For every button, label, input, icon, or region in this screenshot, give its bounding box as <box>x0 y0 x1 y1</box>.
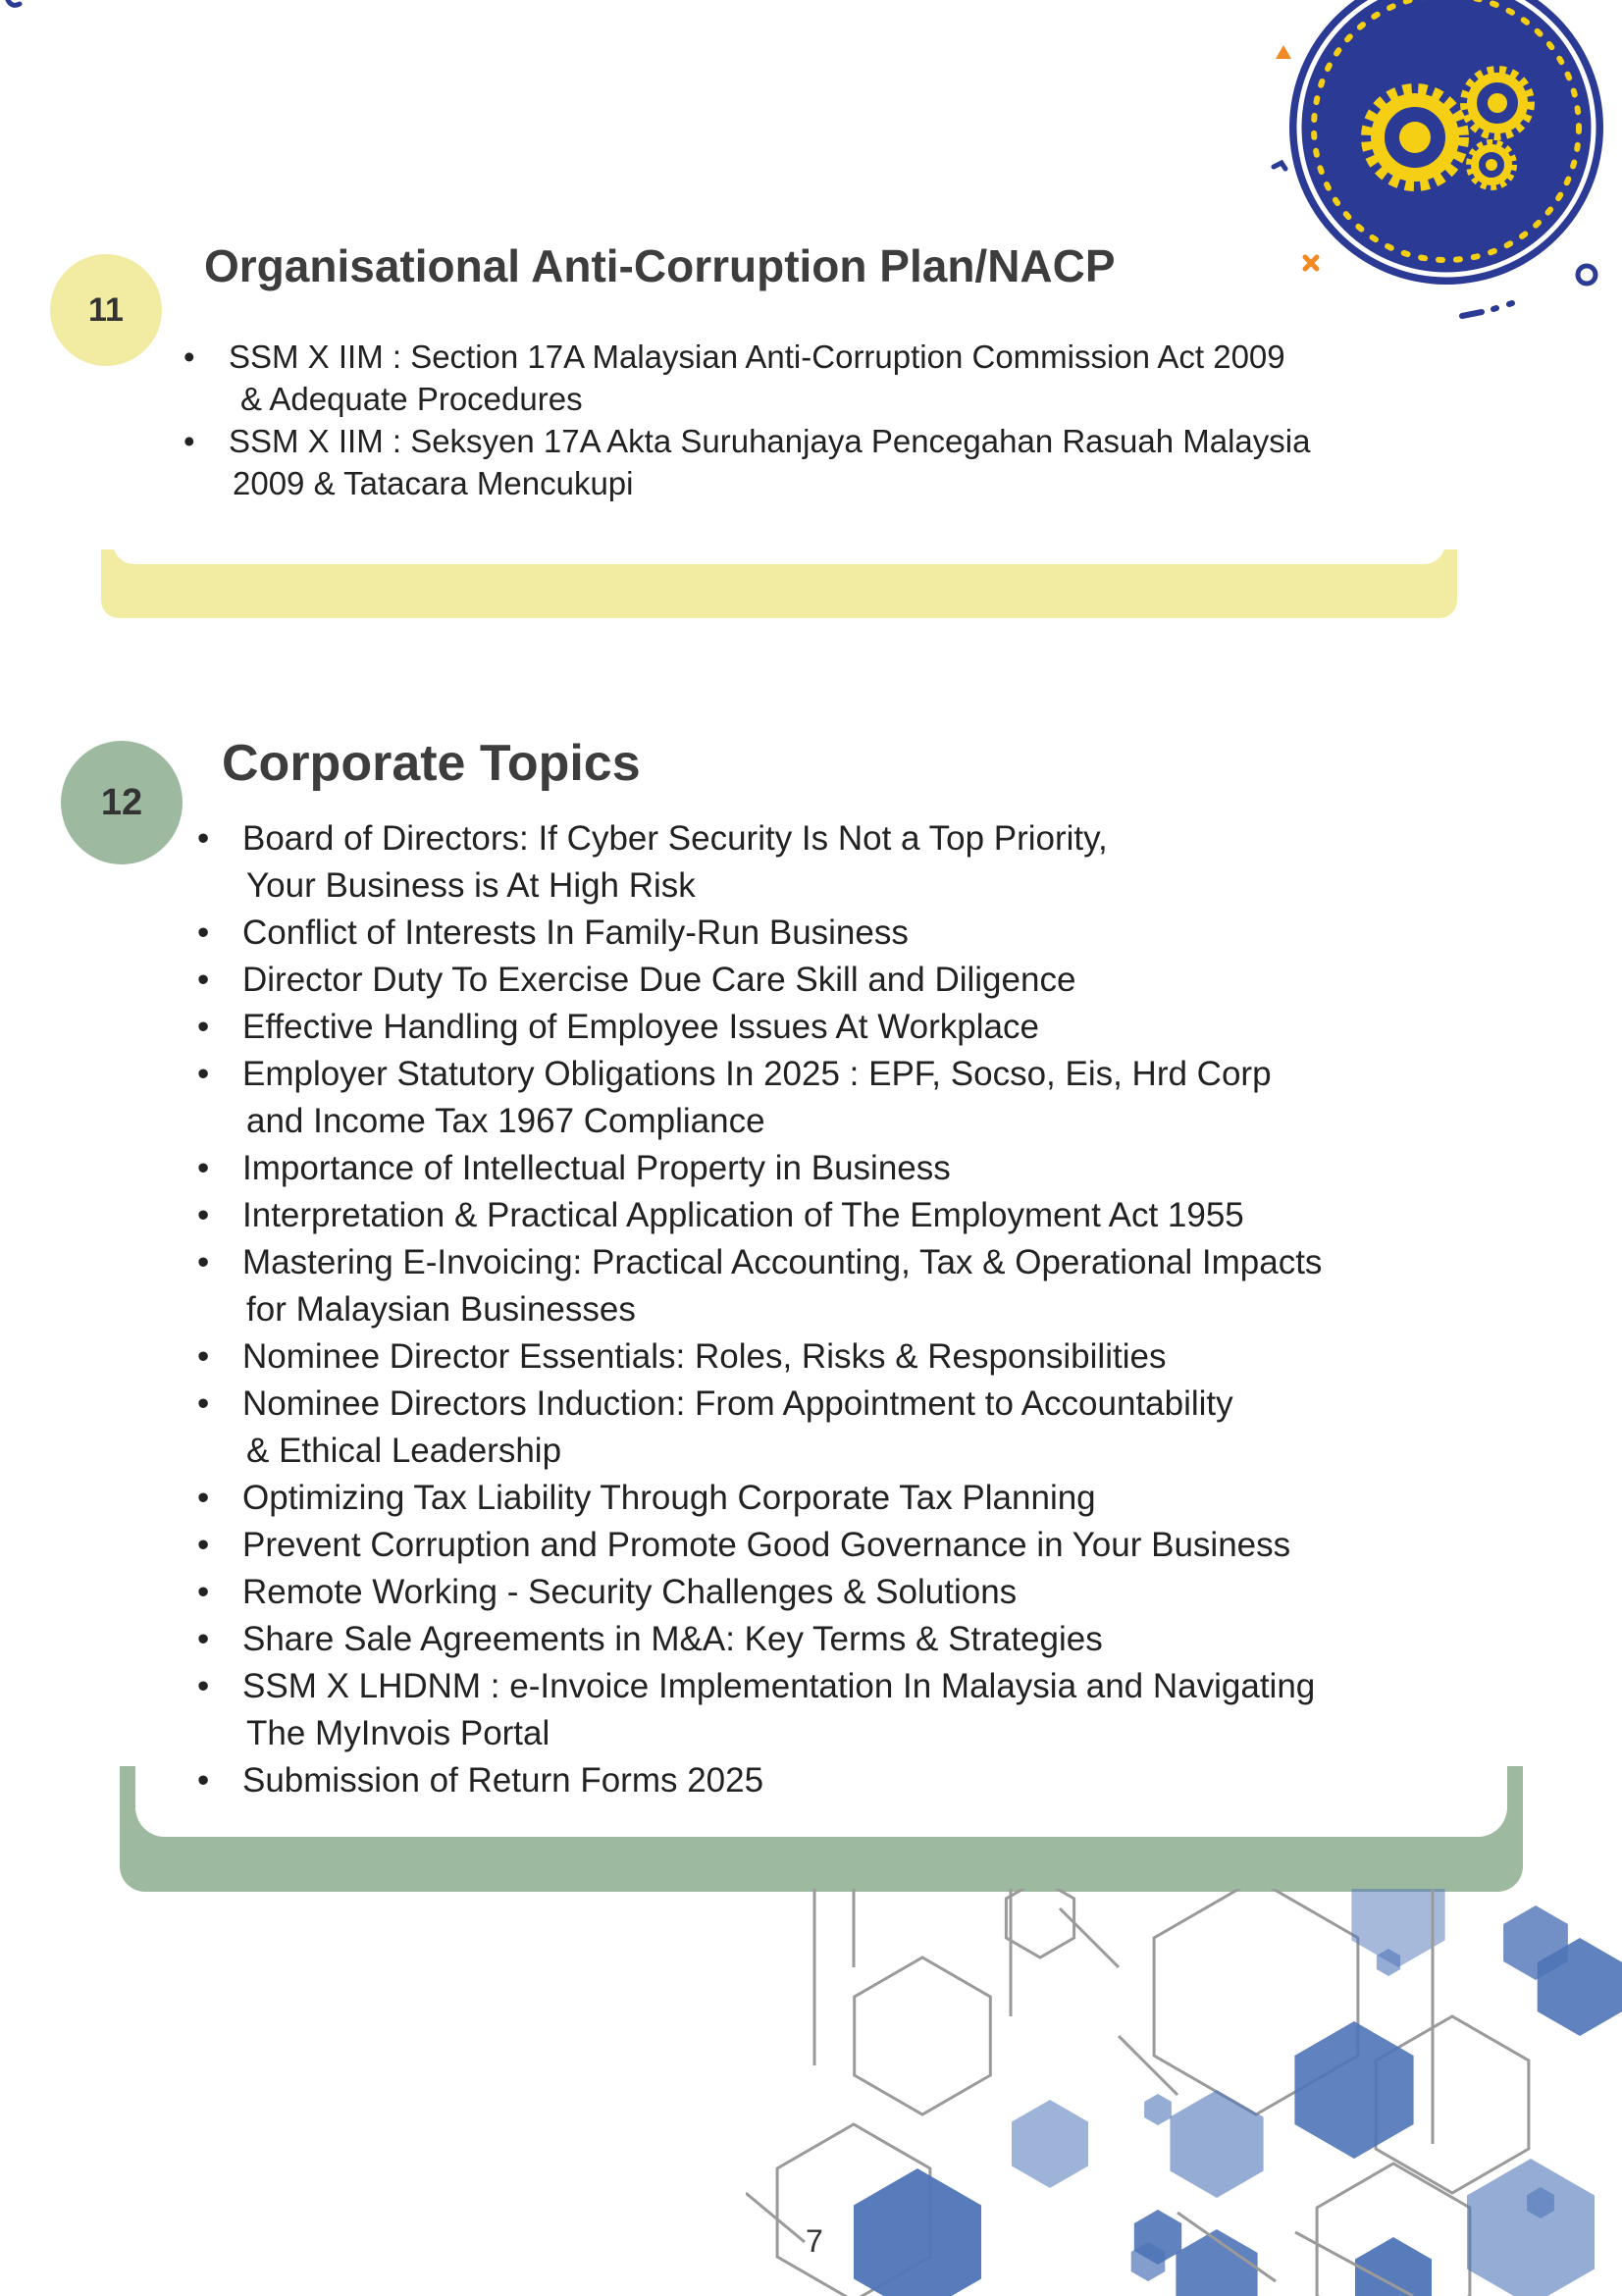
item-text: SSM X IIM : Section 17A Malaysian Anti-Corruption Commission Act 2009 <box>229 339 1285 375</box>
item-text: Nominee Director Essentials: Roles, Risks & Responsibilities <box>242 1337 1167 1376</box>
list-item <box>197 1569 1322 1616</box>
list-item <box>197 1333 1322 1381</box>
item-text-cont: & Ethical Leadership <box>246 1432 562 1470</box>
item-text: Effective Handling of Employee Issues At Workplace <box>242 1008 1039 1046</box>
bullet: • <box>197 819 210 858</box>
list-item <box>197 1145 1322 1192</box>
decorative-line <box>1060 1908 1119 1967</box>
list-item <box>197 910 1322 957</box>
list-item <box>197 1004 1322 1051</box>
hexagon-shape <box>1294 2021 1413 2159</box>
bullet: • <box>197 1667 210 1705</box>
item-text: Importance of Intellectual Property in Business <box>242 1149 951 1187</box>
list-item <box>197 1475 1322 1522</box>
page-number: 7 <box>806 2223 823 2259</box>
bullet: • <box>197 1384 210 1423</box>
list-item <box>197 815 1322 910</box>
list-item <box>197 1663 1322 1757</box>
hexagon-shape <box>1006 1889 1073 1957</box>
item-text-cont: Your Business is At High Risk <box>246 866 696 905</box>
decorative-squiggle-icon <box>0 0 39 20</box>
bullet: • <box>197 1196 210 1234</box>
item-text: Prevent Corruption and Promote Good Governance in Your Business <box>242 1526 1291 1564</box>
hexagon-shape <box>1012 2100 1088 2188</box>
hexagon-shape <box>1170 2090 1263 2198</box>
item-text-cont: & Adequate Procedures <box>240 381 583 417</box>
bullet: • <box>197 1337 210 1376</box>
item-text: Share Sale Agreements in M&A: Key Terms & Strategies <box>242 1620 1103 1658</box>
list-item <box>197 1192 1322 1239</box>
hexagon-shape <box>854 2168 981 2296</box>
item-text: Mastering E-Invoicing: Practical Accounting, Tax & Operational Impacts <box>242 1243 1323 1281</box>
section-11-list <box>183 336 1311 504</box>
item-text: Nominee Directors Induction: From Appointment to Accountability <box>242 1384 1233 1423</box>
gears-emblem-icon <box>1246 0 1622 334</box>
bullet: • <box>197 1573 210 1611</box>
hexagon-shape <box>1144 2094 1172 2125</box>
item-text: Submission of Return Forms 2025 <box>242 1761 764 1800</box>
hexagon-shape <box>1467 2159 1595 2296</box>
section-12-title: Corporate Topics <box>222 735 641 792</box>
section-11-title: Organisational Anti-Corruption Plan/NACP <box>204 240 1116 291</box>
bullet: • <box>197 1761 210 1800</box>
item-text: SSM X LHDNM : e-Invoice Implementation In Malaysia and Navigating <box>242 1667 1316 1705</box>
item-text: Remote Working - Security Challenges & Solutions <box>242 1573 1018 1611</box>
bullet: • <box>183 423 195 459</box>
list-item <box>183 336 1310 420</box>
item-text: Conflict of Interests In Family-Run Business <box>242 913 909 952</box>
item-text: SSM X IIM : Seksyen 17A Akta Suruhanjaya Pencegahan Rasuah Malaysia <box>229 423 1311 459</box>
item-text: Interpretation & Practical Application of The Employment Act 1955 <box>242 1196 1244 1234</box>
section-number: 12 <box>100 781 143 823</box>
bullet: • <box>197 961 210 999</box>
item-text: Director Duty To Exercise Due Care Skill and Diligence <box>242 961 1076 999</box>
item-text-cont: 2009 & Tatacara Mencukupi <box>233 465 634 501</box>
list-item <box>197 1522 1322 1569</box>
bullet: • <box>197 1055 210 1093</box>
bullet: • <box>197 1479 210 1517</box>
hexagon-shape <box>1355 2237 1432 2296</box>
list-item <box>197 1616 1322 1663</box>
section-12-list <box>197 815 1323 1804</box>
bullet: • <box>197 913 210 952</box>
item-text: Employer Statutory Obligations In 2025 : EPF, Socso, Eis, Hrd Corp <box>242 1055 1272 1093</box>
list-item <box>197 1757 1322 1804</box>
bullet: • <box>197 1526 210 1564</box>
list-item <box>197 1239 1323 1333</box>
bullet: • <box>197 1243 210 1281</box>
list-item <box>197 957 1322 1004</box>
section-number: 11 <box>88 290 124 329</box>
list-item <box>183 420 1311 504</box>
list-item <box>197 1051 1322 1145</box>
item-text-cont: for Malaysian Businesses <box>246 1290 636 1329</box>
hexagon-pattern-decoration <box>746 1889 1622 2296</box>
list-item <box>197 1381 1322 1475</box>
item-text: Board of Directors: If Cyber Security Is Not a Top Priority, <box>242 819 1108 858</box>
item-text-cont: The MyInvois Portal <box>246 1714 550 1752</box>
section-11-number-badge <box>50 254 162 366</box>
bullet: • <box>183 339 195 375</box>
bullet: • <box>197 1008 210 1046</box>
item-text: Optimizing Tax Liability Through Corporate Tax Planning <box>242 1479 1096 1517</box>
decorative-line <box>746 2193 805 2242</box>
item-text-cont: and Income Tax 1967 Compliance <box>246 1102 765 1140</box>
bullet: • <box>197 1620 210 1658</box>
section-12-number-badge <box>61 741 183 864</box>
hexagon-shape <box>855 1957 991 2114</box>
bullet: • <box>197 1149 210 1187</box>
